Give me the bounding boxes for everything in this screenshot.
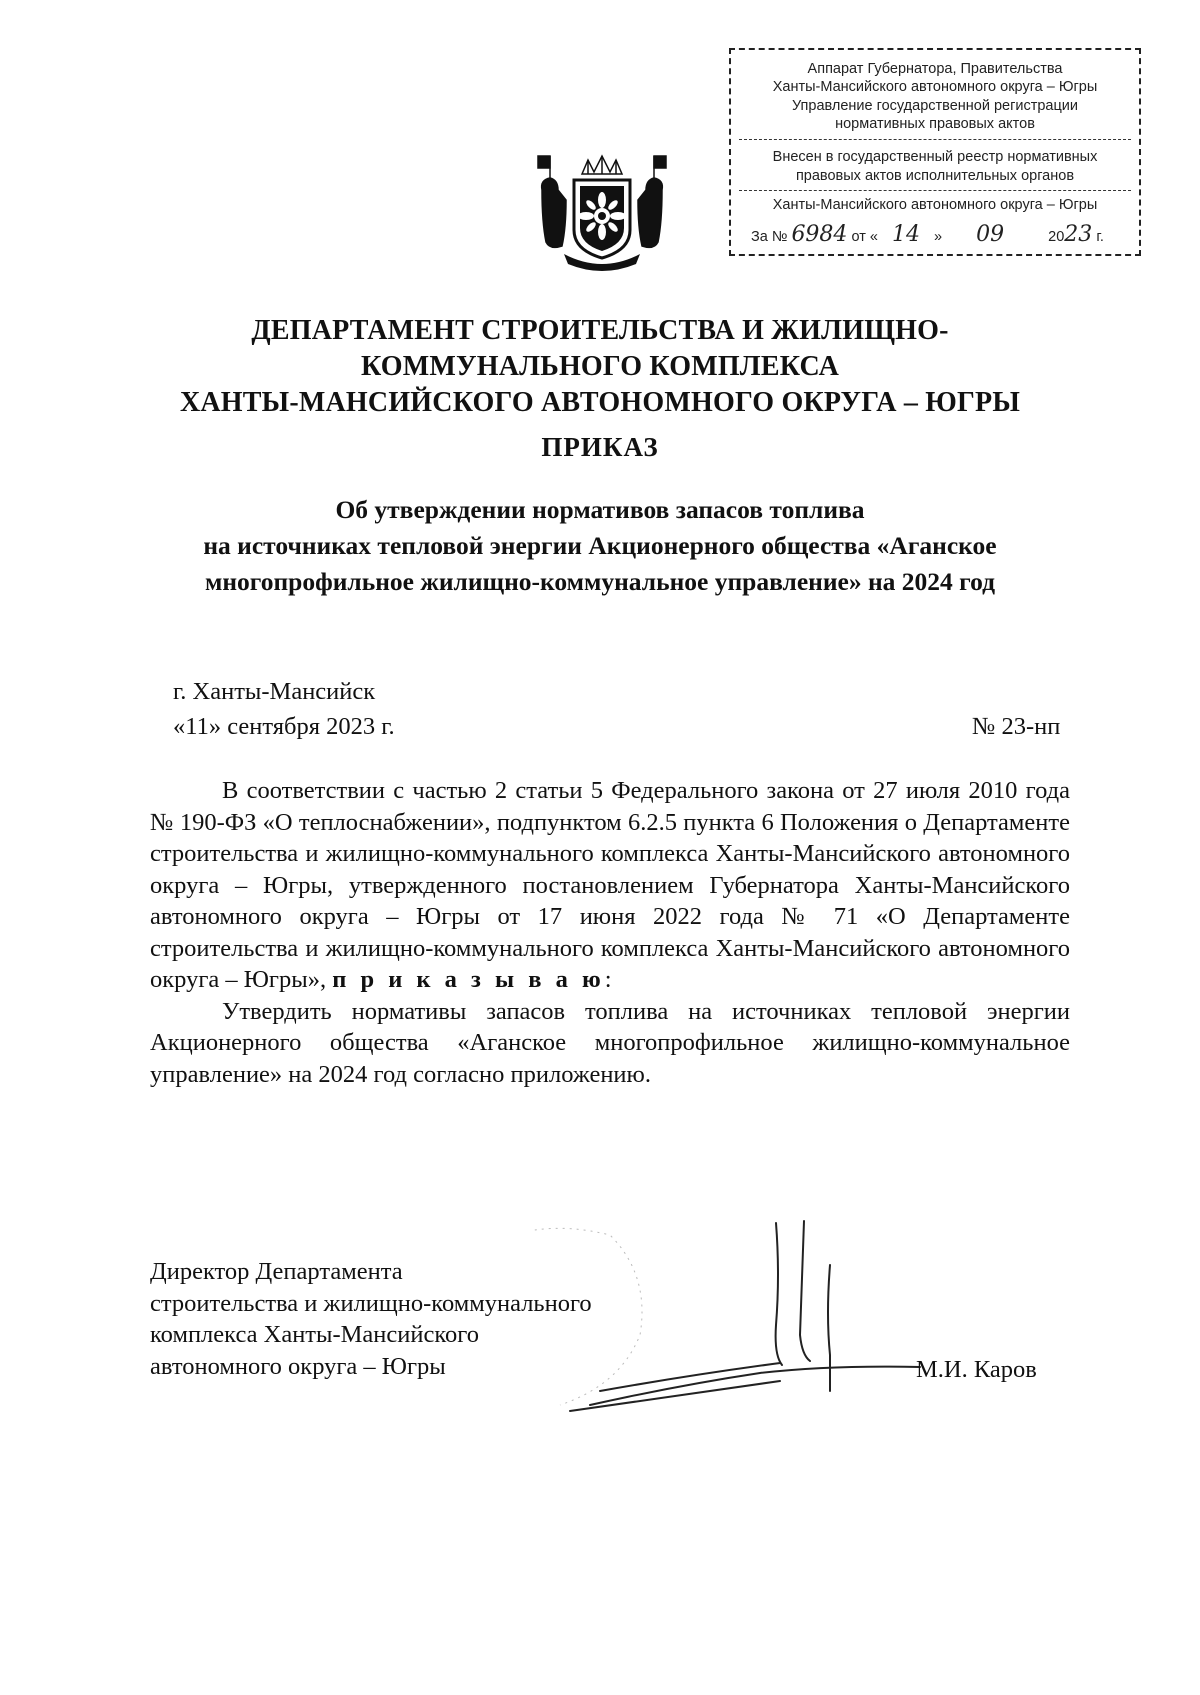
stamp-reg-day: 14: [891, 222, 920, 247]
document-type: ПРИКАЗ: [541, 432, 659, 462]
stamp-line: Ханты-Мансийского автономного округа – Югры: [772, 197, 1098, 213]
signer-position-line: строительства и жилищно-коммунального: [150, 1289, 592, 1317]
order-subject-line: на источниках тепловой энергии Акционерного общества «Аганское: [203, 531, 997, 560]
stamp-reg-year-prefix: 20: [1048, 229, 1065, 245]
department-header-line: КОММУНАЛЬНОГО КОМПЛЕКСА: [360, 351, 839, 382]
department-header: [0, 313, 1200, 421]
operative-paragraph: Утвердить нормативы запасов топлива на источниках тепловой энергии Акционерного общества «Аганское многопрофильное жилищно-коммунальное управление» на 2024 год согласно приложению.: [150, 997, 1070, 1088]
stamp-line: Аппарат Губернатора, Правительства: [807, 61, 1063, 77]
signer-position-line: Директор Департамента: [150, 1258, 403, 1285]
issue-date: «11» сентября 2023 г.: [173, 713, 395, 740]
stamp-reg-from: от «: [851, 229, 878, 245]
signer-name: М.И. Каров: [916, 1356, 1037, 1383]
handwritten-signature: [530, 1215, 930, 1415]
stamp-line: Ханты-Мансийского автономного округа – Югры: [772, 79, 1098, 95]
stamp-reg-mid: »: [934, 229, 943, 245]
stamp-divider: [739, 190, 1131, 191]
stamp-line: Управление государственной регистрации: [791, 98, 1079, 114]
stamp-line: Внесен в государственный реестр нормативных: [772, 149, 1098, 165]
stamp-reg-prefix: За №: [751, 229, 788, 245]
stamp-reg-end: г.: [1096, 229, 1104, 245]
stamp-registration-line: [751, 222, 1131, 247]
stamp-reg-year: 23: [1064, 222, 1093, 247]
signer-position-line: комплекса Ханты-Мансийского: [150, 1321, 479, 1348]
order-number: № 23-нп: [972, 713, 1061, 740]
signer-position-line: автономного округа – Югры: [150, 1352, 446, 1380]
department-header-line: ДЕПАРТАМЕНТ СТРОИТЕЛЬСТВА И ЖИЛИЩНО-: [251, 315, 949, 346]
order-subject: [0, 492, 1200, 600]
preamble-text: В соответствии с частью 2 статьи 5 Федерального закона от 27 июля 2010 года № 190-ФЗ «О теплоснабжении», подпунктом 6.2.5 пункта 6 Положения о Департаменте строительства и жилищно-коммунального комплекса Ханты-Мансийского автономного округа – Югры, утвержденного постановлением Губернатора Ханты-Мансийского автономного округа – Югры от 17 июня 2022 года № 71 «О Департаменте строительства и жилищно-коммунального комплекса Ханты-Мансийского автономного округа – Югры»,: [150, 777, 1070, 993]
coat-of-arms-icon: [536, 150, 668, 272]
preamble-paragraph: [150, 775, 1070, 996]
preamble-end: :: [604, 966, 612, 993]
stamp-divider: [739, 139, 1131, 140]
order-body: [150, 775, 1070, 1090]
stamp-line: правовых актов исполнительных органов: [795, 168, 1075, 184]
department-header-line: ХАНТЫ-МАНСИЙСКОГО АВТОНОМНОГО ОКРУГА – ЮГРЫ: [179, 387, 1021, 418]
order-subject-line: Об утверждении нормативов запасов топлива: [335, 495, 865, 524]
issue-city: г. Ханты-Мансийск: [173, 678, 376, 705]
stamp-reg-month: 09: [976, 222, 1005, 247]
order-subject-line: многопрофильное жилищно-коммунальное управление» на 2024 год: [204, 567, 996, 596]
order-command: п р и к а з ы в а ю: [332, 966, 605, 993]
stamp-line: нормативных правовых актов: [835, 116, 1035, 132]
stamp-reg-number: 6984: [791, 222, 848, 247]
registration-stamp: [729, 48, 1141, 256]
